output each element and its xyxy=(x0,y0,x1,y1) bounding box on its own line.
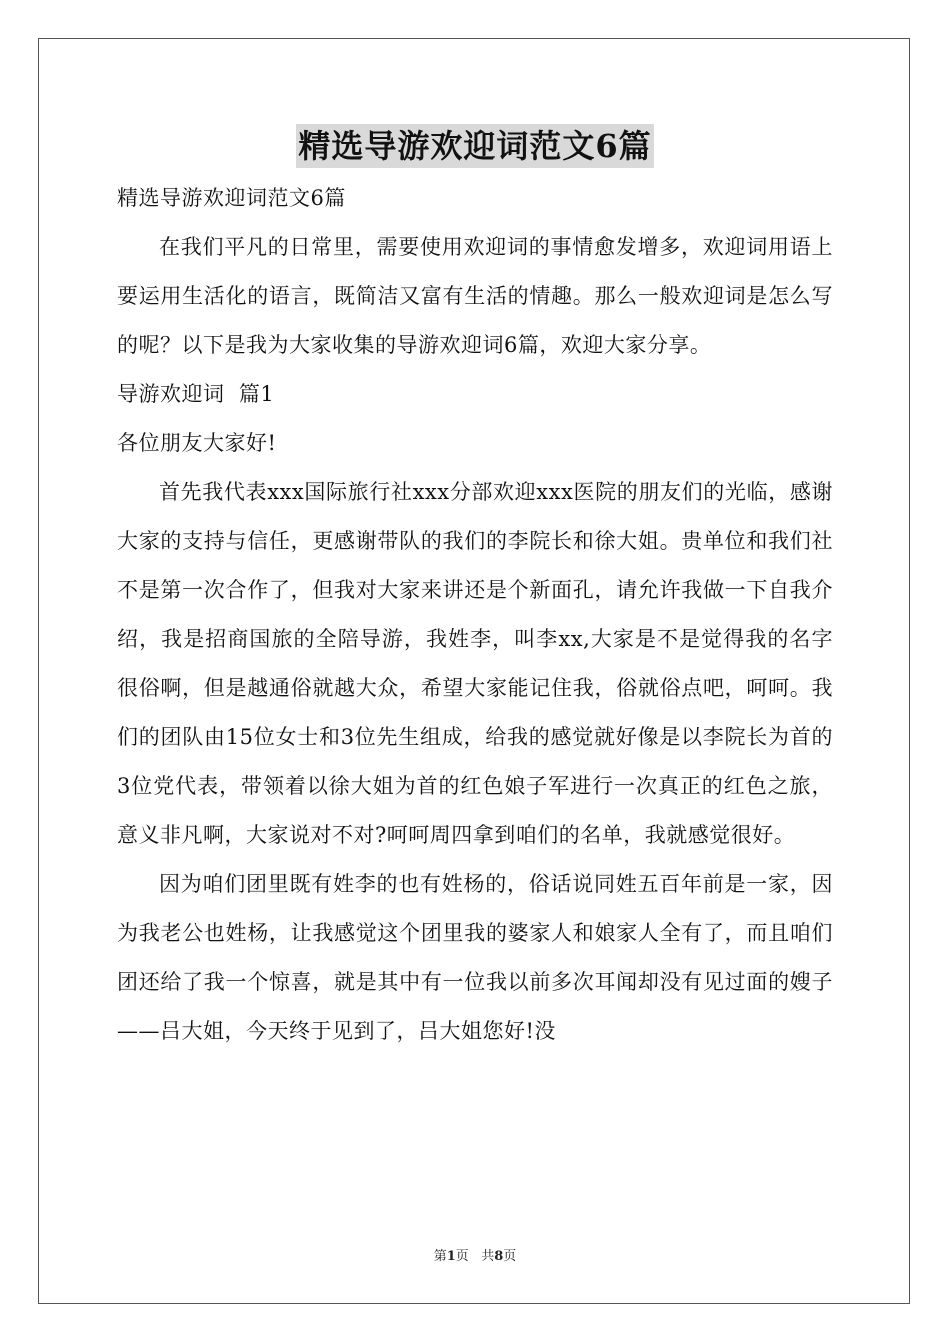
body-paragraph-1: 首先我代表xxx国际旅行社xxx分部欢迎xxx医院的朋友们的光临，感谢大家的支持与信任，更感谢带队的我们的李院长和徐大姐。贵单位和我们社不是第一次合作了，但我对大家来讲还是个新面孔，请允许我做一下自我介绍，我是招商国旅的全陪导游，我姓李，叫李xx,大家是不是觉得我的名字很俗啊，但是越通俗就越大众，希望大家能记住我，俗就俗点吧，呵呵。我们的团队由15位女士和3位先生组成，给我的感觉就好像是以李院长为首的3位党代表，带领着以徐大姐为首的红色娘子军进行一次真正的红色之旅，意义非凡啊，大家说对不对?呵呵周四拿到咱们的名单，我就感觉很好。 xyxy=(117,480,833,847)
total-suffix: 页 xyxy=(503,1249,517,1264)
document-body xyxy=(117,174,833,1056)
page-footer xyxy=(0,1245,950,1264)
greeting-line: 各位朋友大家好! xyxy=(117,431,277,455)
page-prefix: 第 xyxy=(433,1249,447,1264)
total-prefix: 共 xyxy=(481,1249,495,1264)
document-subtitle: 精选导游欢迎词范文6篇 xyxy=(117,186,346,210)
page-suffix: 页 xyxy=(455,1249,469,1264)
page-current-number: 1 xyxy=(446,1249,456,1264)
title-container xyxy=(0,124,950,168)
page-total-number: 8 xyxy=(494,1249,504,1264)
section-heading: 导游欢迎词 篇1 xyxy=(117,382,275,406)
document-title: 精选导游欢迎词范文6篇 xyxy=(296,124,653,168)
intro-paragraph: 在我们平凡的日常里，需要使用欢迎词的事情愈发增多，欢迎词用语上要运用生活化的语言，既简洁又富有生活的情趣。那么一般欢迎词是怎么写的呢？以下是我为大家收集的导游欢迎词6篇，欢迎大家分享。 xyxy=(117,235,833,357)
body-paragraph-2: 因为咱们团里既有姓李的也有姓杨的，俗话说同姓五百年前是一家，因为我老公也姓杨，让我感觉这个团里我的婆家人和娘家人全有了，而且咱们团还给了我一个惊喜，就是其中有一位我以前多次耳闻却没有见过面的嫂子——吕大姐，今天终于见到了，吕大姐您好!没 xyxy=(117,872,833,1043)
